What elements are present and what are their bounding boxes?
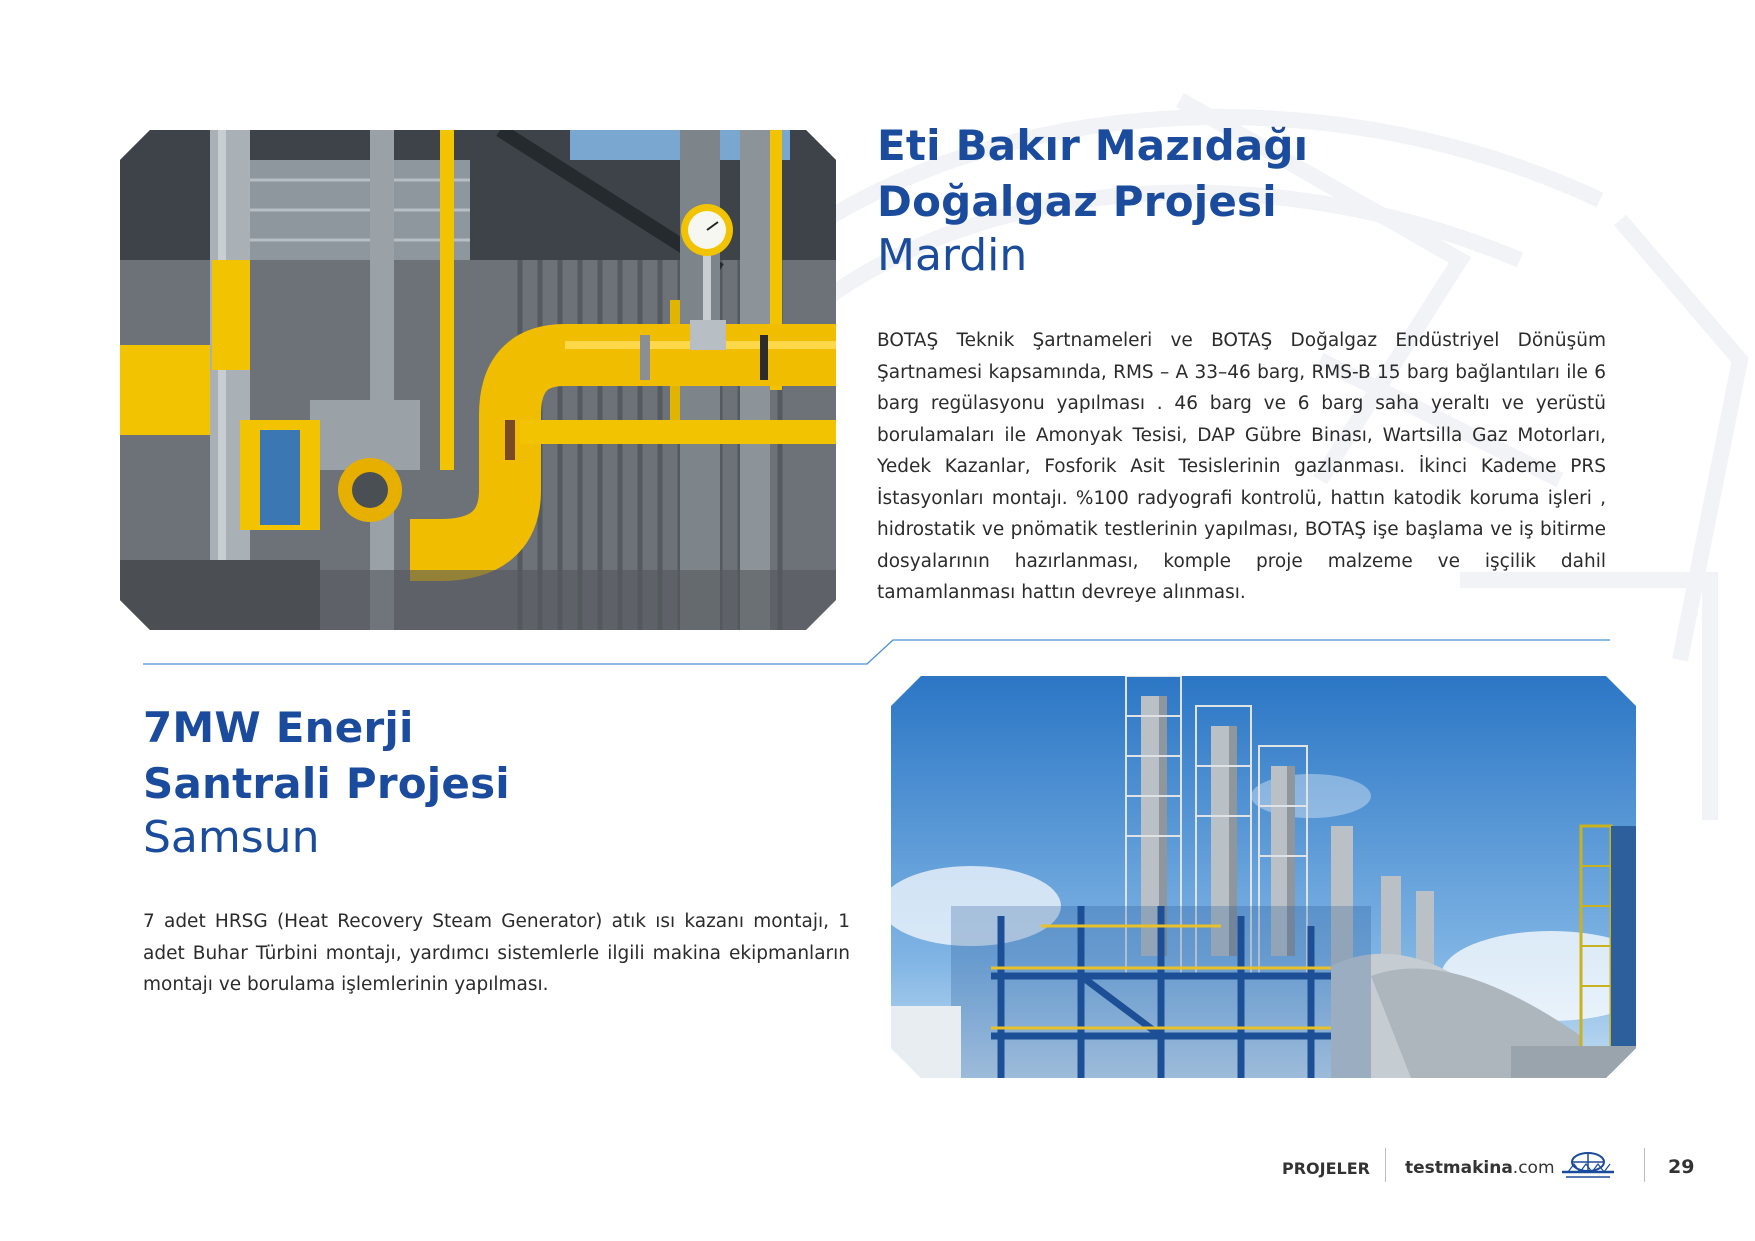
project-1-location: Mardin <box>877 230 1028 281</box>
footer-separator-2 <box>1644 1148 1645 1182</box>
footer-website-suffix: .com <box>1512 1158 1555 1178</box>
footer-website-name: testmakina <box>1405 1158 1513 1178</box>
footer-website[interactable] <box>1405 1158 1555 1178</box>
project-2-title-line-2: Santrali Projesi <box>143 759 510 808</box>
project-1-title-line-1: Eti Bakır Mazıdağı <box>877 121 1309 170</box>
project-1-photo <box>120 130 836 630</box>
project-2-photo <box>891 676 1636 1078</box>
project-2-description: 7 adet HRSG (Heat Recovery Steam Generator) atık ısı kazanı montajı, 1 adet Buhar Türbini montajı, yardımcı sistemlerle ilgili makina ekipmanların montajı ve borulama işlemlerinin yapılması. <box>143 911 850 995</box>
footer-section-label: PROJELER <box>1282 1159 1370 1178</box>
company-logo-icon <box>1560 1150 1616 1180</box>
footer-separator <box>1385 1148 1386 1182</box>
project-1-title <box>877 118 1477 230</box>
page-number: 29 <box>1668 1156 1695 1178</box>
project-2-title <box>143 700 743 812</box>
project-1-description: BOTAŞ Teknik Şartnameleri ve BOTAŞ Doğalgaz Endüstriyel Dönüşüm Şartnamesi kapsamında, RMS – A 33–46 barg, RMS-B 15 barg bağlantıları ile 6 barg regülasyonu yapılması . 46 barg ve 6 barg saha yeraltı ve yerüstü borulamaları ile Amonyak Tesisi, DAP Gübre Binası, Wartsilla Gaz Motorları, Yedek Kazanlar, Fosforik Asit Tesislerinin gazlanması. İkinci Kademe PRS İstasyonları montajı. %100 radyografi kontrolü, hattın katodik koruma işleri , hidrostatik ve pnömatik testlerinin yapılması, BOTAŞ işe başlama ve iş bitirme dosyalarının hazırlanması, komple proje malzeme ve işçilik dahil tamamlanması hattın devreye alınması. <box>877 330 1606 603</box>
project-2-location: Samsun <box>143 812 320 863</box>
project-2-title-line-1: 7MW Enerji <box>143 703 414 752</box>
project-1-title-line-2: Doğalgaz Projesi <box>877 177 1277 226</box>
